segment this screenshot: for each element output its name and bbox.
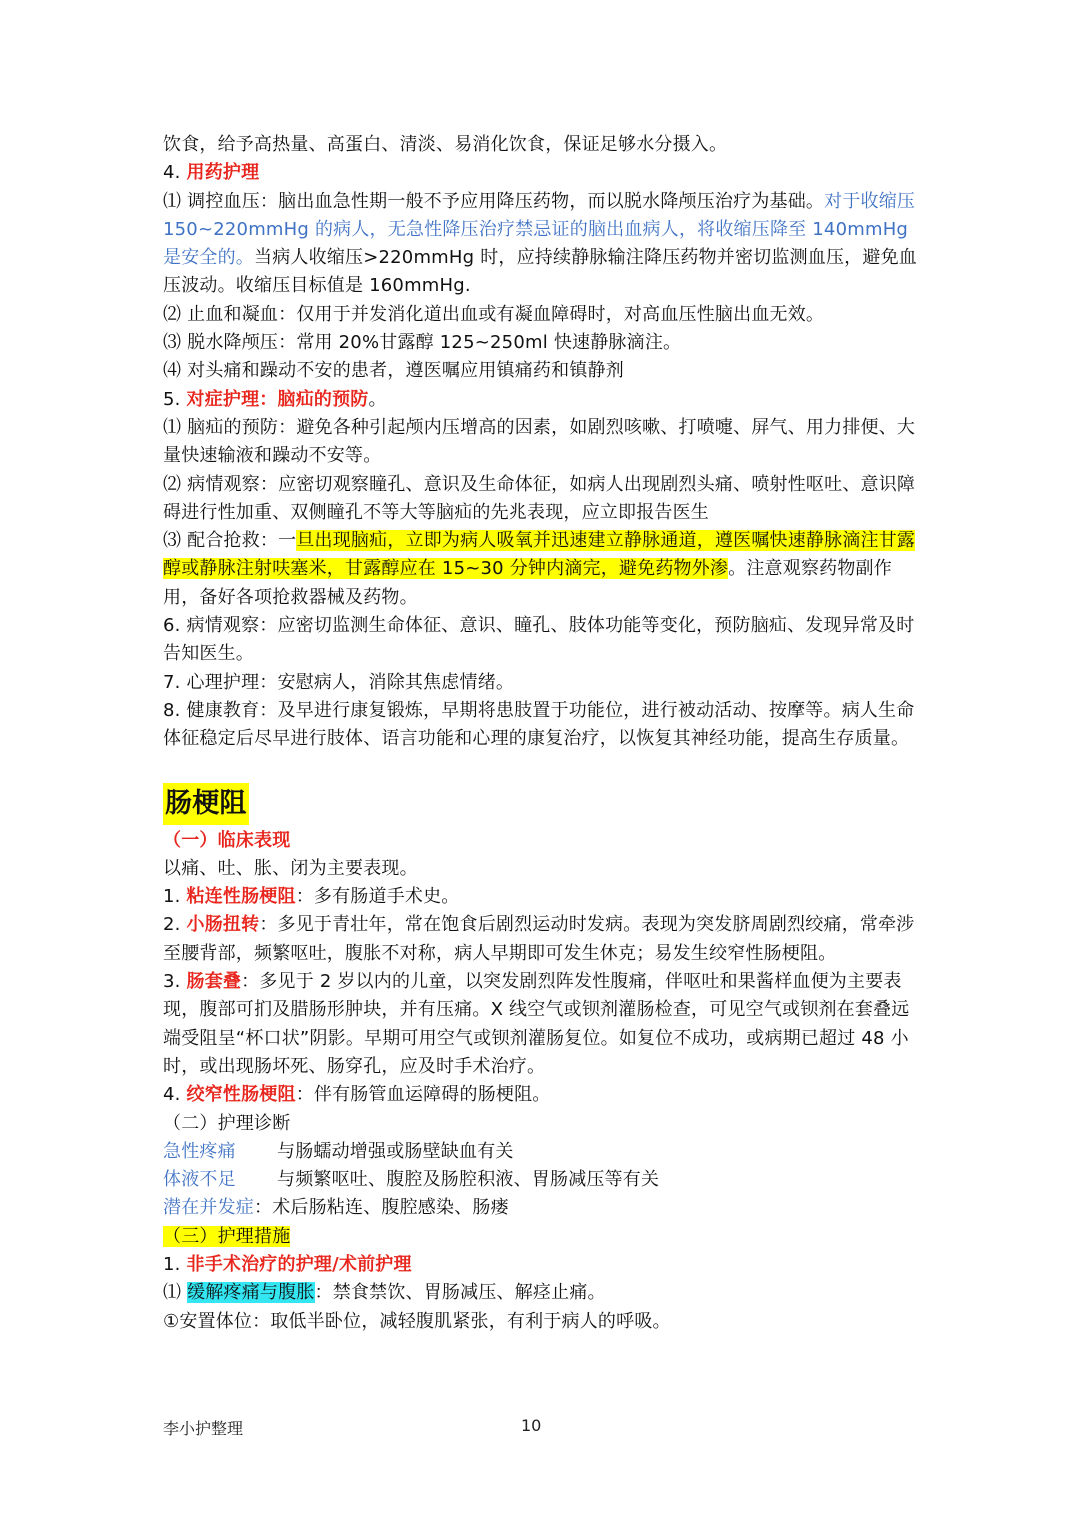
diagnosis-text: ：术后肠粘连、腹腔感染、肠瘘	[254, 1197, 509, 1219]
diagnosis-label: 潜在并发症	[163, 1197, 254, 1219]
item-number: 1.	[163, 1253, 187, 1275]
list-item	[163, 1251, 920, 1279]
paragraph: ⑷ 对头痛和躁动不安的患者，遵医嘱应用镇痛药和镇静剂	[163, 360, 624, 382]
section-number: 4.	[163, 162, 187, 184]
item-text: ：多有肠道手术史。	[295, 886, 460, 908]
subsection-title: （一）临床表现	[163, 829, 291, 851]
diagnosis-row	[163, 1194, 920, 1222]
text: ⑶ 配合抢救：一	[163, 530, 297, 552]
paragraph	[163, 188, 920, 301]
list-item	[163, 968, 920, 1081]
paragraph: 7. 心理护理：安慰病人，消除其焦虑情绪。	[163, 671, 515, 693]
diagnosis-text: 与肠蠕动增强或肠壁缺血有关	[277, 1140, 514, 1162]
diagnosis-row	[163, 1166, 920, 1194]
paragraph: ⑴ 脑疝的预防：避免各种引起颅内压增高的因素，如剧烈咳嗽、打喷嚏、屏气、用力排便、大量快速输液和躁动不安等。	[163, 416, 916, 467]
paragraph: 8. 健康教育：及早进行康复锻炼，早期将患肢置于功能位，进行被动活动、按摩等。病人生命体征稳定后尽早进行肢体、语言功能和心理的康复治疗，以恢复其神经功能，提高生存质量。	[163, 699, 915, 750]
diagnosis-row	[163, 1138, 920, 1166]
item-number: 4.	[163, 1084, 187, 1106]
text: 。	[368, 388, 387, 410]
diagnosis-text: 与频繁呕吐、腹腔及肠腔积液、胃肠减压等有关	[277, 1169, 660, 1191]
yellow-highlight-text: 旦出现脑疝，立即为病人吸氧并迅速建立静脉通道，遵医嘱快速静脉滴注甘露醇或静脉注射呋塞米，甘露醇应在 15~30 分钟内滴完，避免药物外渗	[163, 530, 916, 580]
item-term: 小肠扭转	[186, 914, 260, 936]
section-heading	[163, 386, 920, 414]
list-item	[163, 911, 920, 968]
paragraph: ⑵ 病情观察：应密切观察瞳孔、意识及生命体征，如病人出现剧烈头痛、喷射性呕吐、意识障碍进行性加重、双侧瞳孔不等大等脑疝的先兆表现，应立即报告医生	[163, 473, 916, 523]
paragraph	[163, 527, 920, 612]
text: 。注意观察药物副作用，备好各项抢救器械及药物。	[163, 558, 892, 608]
paragraph: ⑶ 脱水降颅压：常用 20%甘露醇 125~250ml 快速静脉滴注。	[163, 332, 682, 354]
section-heading	[163, 159, 920, 187]
paragraph: ①安置体位：取低半卧位，减轻腹肌紧张，有利于病人的呼吸。	[163, 1310, 671, 1332]
list-item	[163, 883, 920, 911]
item-number: 2.	[163, 914, 187, 936]
item-term: 绞窄性肠梗阻	[186, 1084, 296, 1106]
item-term: 肠套叠	[186, 971, 242, 993]
paragraph: 饮食，给予高热量、高蛋白、清淡、易消化饮食，保证足够水分摄入。	[163, 134, 728, 155]
item-text: ：伴有肠管血运障碍的肠梗阻。	[295, 1084, 551, 1106]
text: ⑴ 调控血压：脑出血急性期一般不予应用降压药物，而以脱水降颅压治疗为基础。	[163, 190, 825, 212]
text: 当病人收缩压>220mmHg 时，应持续静脉输注降压药物并密切监测血压，避免血压波动。收缩压目标值是 160mmHg.	[163, 247, 917, 297]
diagnosis-label: 体液不足	[163, 1169, 236, 1191]
section-number: 5.	[163, 388, 187, 410]
item-number: 1.	[163, 886, 187, 908]
subsection-title: （二）护理诊断	[163, 1112, 291, 1134]
diagnosis-label: 急性疼痛	[163, 1140, 236, 1162]
paragraph	[163, 1279, 920, 1307]
blue-highlight-text: 对于收缩压 150~220mmHg 的病人，无急性降压治疗禁忌证的脑出血病人，将收缩压降至 140mmHg 是安全的。	[163, 190, 916, 269]
highlighted-subsection-title: （三）护理措施	[163, 1225, 291, 1247]
paragraph: 以痛、吐、胀、闭为主要表现。	[163, 857, 418, 879]
cyan-highlight-text: 缓解疼痛与腹胀	[187, 1282, 315, 1304]
text: ⑴	[163, 1282, 188, 1304]
subsection-title	[163, 1223, 920, 1251]
item-text: ：多见于青壮年，常在饱食后剧烈运动时发病。表现为突发脐周剧烈绞痛，常牵涉至腰背部，频繁呕吐，腹胀不对称，病人早期即可发生休克；易发生绞窄性肠梗阻。	[163, 914, 915, 964]
list-item	[163, 1081, 920, 1109]
paragraph: ⑵ 止血和凝血：仅用于并发消化道出血或有凝血障碍时，对高血压性脑出血无效。	[163, 303, 825, 325]
section-title: 用药护理	[186, 162, 260, 184]
page-number: 10	[521, 1416, 542, 1435]
footer-author: 李小护整理	[163, 1419, 244, 1438]
item-term: 粘连性肠梗阻	[186, 886, 296, 908]
item-term: 非手术治疗的护理/术前护理	[186, 1253, 412, 1275]
text: ：禁食禁饮、胃肠减压、解痉止痛。	[314, 1282, 606, 1304]
paragraph: 6. 病情观察：应密切监测生命体征、意识、瞳孔、肢体功能等变化，预防脑疝、发现异常及时告知医生。	[163, 615, 915, 665]
item-number: 3.	[163, 971, 187, 993]
section-title: 对症护理：脑疝的预防	[186, 388, 369, 410]
item-text: ：多见于 2 岁以内的儿童，以突发剧烈阵发性腹痛，伴呕吐和果酱样血便为主要表现，腹部可扪及腊肠形肿块，并有压痛。X 线空气或钡剂灌肠检查，可见空气或钡剂在套叠远端受阻呈“杯口状”阴影。早期可用空气或钡剂灌肠复位。如复位不成功，或病期已超过 48 小时，或出现肠坏死、肠穿孔，应及时手术治疗。	[163, 971, 910, 1077]
document-body	[163, 131, 920, 1336]
chapter-title: 肠梗阻	[163, 783, 249, 825]
